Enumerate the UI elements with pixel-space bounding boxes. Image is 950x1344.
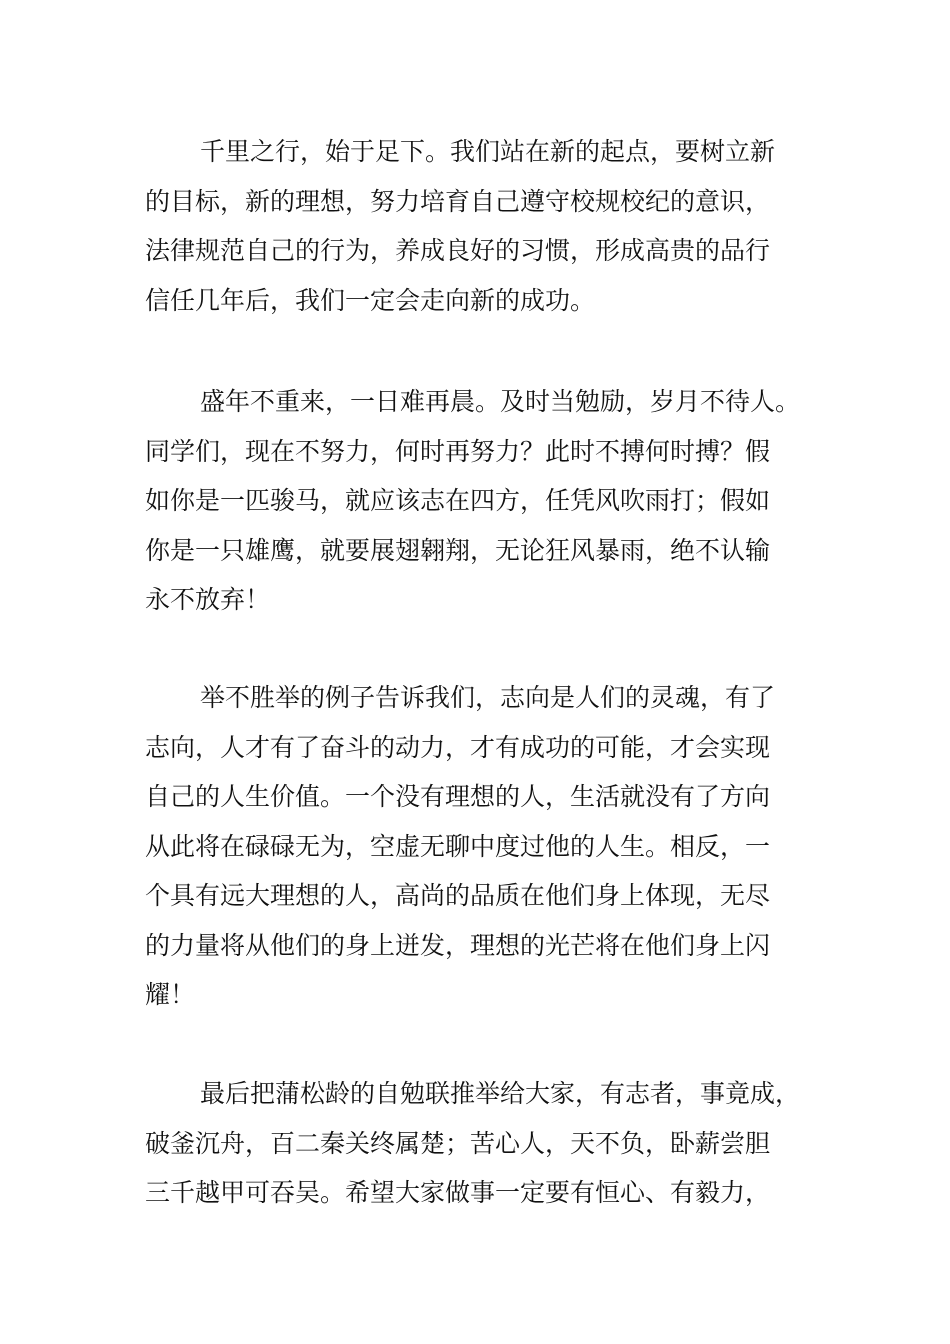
paragraph-line: 信任几年后，我们一定会走向新的成功。 [145,285,596,315]
paragraph-1 [145,127,845,325]
paragraph-line: 的目标，新的理想，努力培育自己遵守校规校纪的意识， [145,186,771,216]
paragraph-2 [145,377,845,625]
paragraph-line: 从此将在碌碌无为，空虚无聊中度过他的人生。相反，一 [145,831,771,861]
paragraph-line: 千里之行，始于足下。我们站在新的起点，要树立新 [200,137,776,166]
paragraph-line: 破釜沉舟，百二秦关终属楚；苦心人，天不负，卧薪尝胆 [145,1128,771,1158]
paragraph-line: 个具有远大理想的人，高尚的品质在他们身上体现，无尽 [145,881,771,910]
paragraph-line: 永不放弃！ [145,585,271,614]
paragraph-line: 同学们，现在不努力，何时再努力？此时不搏何时搏？假 [145,436,771,466]
paragraph-line: 举不胜举的例子告诉我们，志向是人们的灵魂，有了 [200,683,776,712]
paragraph-3 [145,673,845,1020]
paragraph-4 [145,1069,845,1218]
paragraph-line: 志向，人才有了奋斗的动力，才有成功的可能，才会实现 [145,732,771,762]
paragraph-line: 如你是一匹骏马，就应该志在四方，任凭风吹雨打；假如 [145,486,771,515]
paragraph-line: 三千越甲可吞吴。希望大家做事一定要有恒心、有毅力， [145,1178,771,1207]
paragraph-line: 盛年不重来，一日难再晨。及时当勉励，岁月不待人。 [200,387,801,416]
paragraph-line: 最后把蒲松龄的自勉联推举给大家，有志者，事竟成， [200,1079,801,1108]
paragraph-line: 的力量将从他们的身上迸发，理想的光芒将在他们身上闪 [145,930,771,960]
paragraph-line: 自己的人生价值。一个没有理想的人，生活就没有了方向 [145,782,771,811]
paragraph-line: 你是一只雄鹰，就要展翅翱翔，无论狂风暴雨，绝不认输 [145,535,771,565]
paragraph-line: 耀！ [145,980,196,1009]
paragraph-line: 法律规范自己的行为，养成良好的习惯，形成高贵的品行 [145,236,771,265]
